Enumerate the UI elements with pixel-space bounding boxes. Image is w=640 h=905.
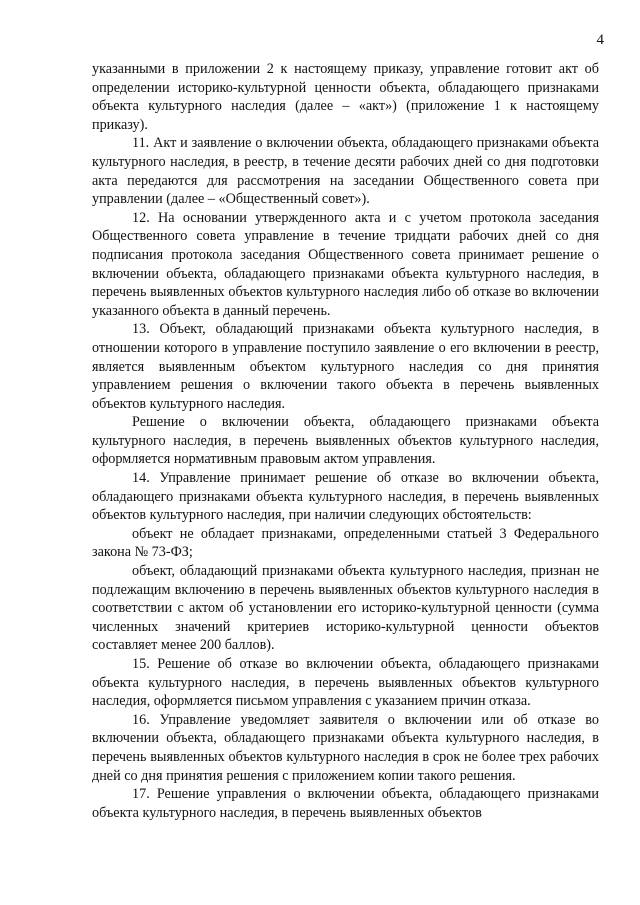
- paragraph-11: 11. Акт и заявление о включении объекта, обладающего признаками объекта культурного наследия, в реестр, в течение десяти рабочих дней со дня подготовки акта передаются для рассмотрения на заседании Общественного совета при управлении (далее – «Общественный совет»).: [92, 135, 599, 208]
- paragraph-15: 15. Решение об отказе во включении объекта, обладающего признаками объекта культурного наследия, в перечень выявленных объектов культурного наследия, оформляется письмом управления с указанием причин отказа.: [92, 656, 599, 710]
- paragraph-14: 14. Управление принимает решение об отказе во включении объекта, обладающего признаками объекта культурного наследия, в перечень выявленных объектов культурного наследия, при наличии следующих обстоятельств:: [92, 470, 599, 524]
- paragraph-17: 17. Решение управления о включении объекта, обладающего признаками объекта культурного наследия, в перечень выявленных объектов: [92, 786, 599, 821]
- paragraph-continuation: указанными в приложении 2 к настоящему приказу, управление готовит акт об определении историко-культурной ценности объекта, обладающего признаками объекта культурного наследия (далее – «акт») (приложение 1 к настоящему приказу).: [92, 61, 599, 133]
- paragraph-12: 12. На основании утвержденного акта и с учетом протокола заседания Общественного совета управление в течение тридцати рабочих дней со дня подписания протокола заседания Общественного совета принимает решение о включении объекта, обладающего признаками объекта культурного наследия, в перечень выявленных объектов культурного наследия либо об отказе во включении указанного объекта в данный перечень.: [92, 209, 599, 319]
- paragraph-13-decision: Решение о включении объекта, обладающего признаками объекта культурного наследия, в перечень выявленных объектов культурного наследия, оформляется нормативным правовым актом управления.: [92, 414, 599, 468]
- paragraph-13: 13. Объект, обладающий признаками объекта культурного наследия, в отношении которого в управление поступило заявление о его включении в реестр, является выявленным объектом культурного наследия со дня принятия управлением решения о включении такого объекта в перечень выявленных объектов культурного наследия.: [92, 321, 599, 412]
- paragraph-14-item-1: объект не обладает признаками, определенными статьей 3 Федерального закона № 73-ФЗ;: [92, 525, 599, 561]
- page-number: 4: [596, 32, 604, 48]
- document-body: [92, 60, 599, 822]
- paragraph-14-item-2: объект, обладающий признаками объекта культурного наследия, признан не подлежащим включению в перечень выявленных объектов культурного наследия в соответствии с актом об установлении его историко-культурной ценности (сумма численных значений критериев историко-культурной ценности объектов составляет менее 200 баллов).: [92, 563, 599, 654]
- paragraph-16: 16. Управление уведомляет заявителя о включении или об отказе во включении объекта, обладающего признаками объекта культурного наследия, в перечень выявленных объектов культурного наследия в срок не более трех рабочих дней со дня принятия решения с приложением копии такого решения.: [92, 711, 599, 784]
